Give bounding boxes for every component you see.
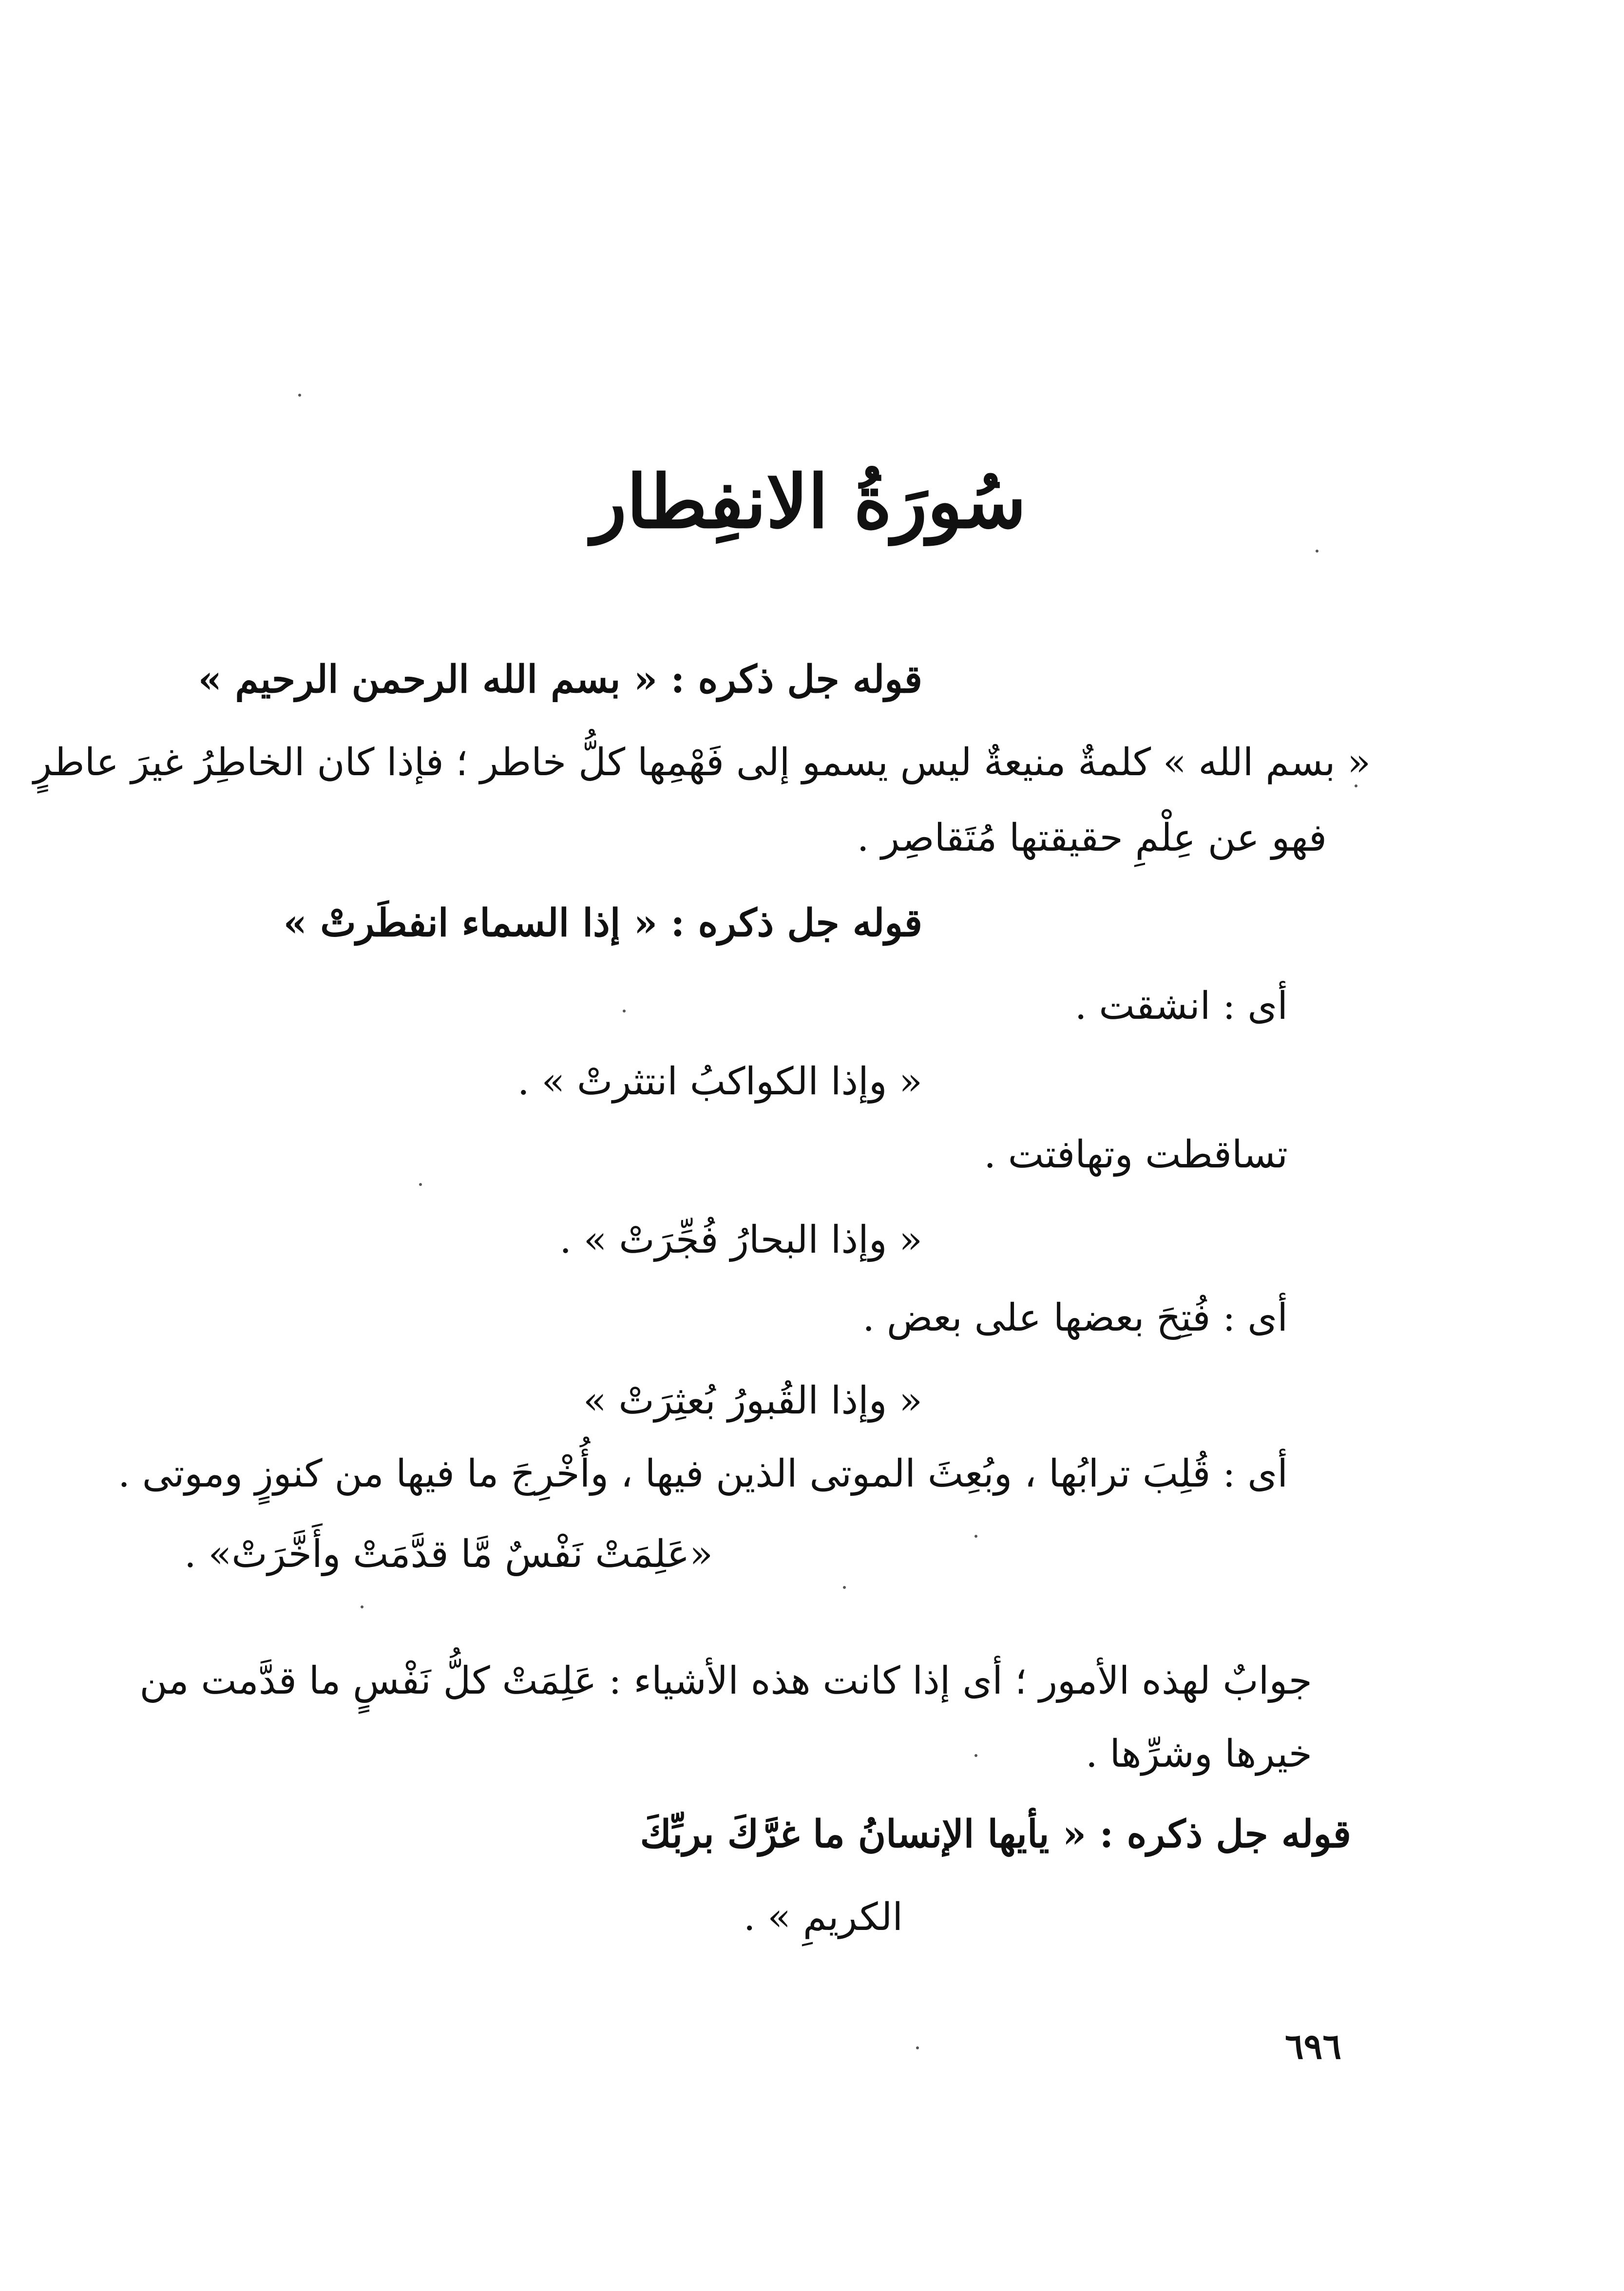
scan-speck [361, 1605, 363, 1608]
verse-line: « وإذا البحارُ فُجِّرَتْ » . [559, 1218, 922, 1262]
scan-speck [916, 2046, 919, 2049]
scan-speck [623, 1010, 626, 1012]
text-line: تساقطت وتهافتت . [984, 1133, 1288, 1177]
scan-speck [974, 1535, 977, 1538]
scan-speck [1316, 550, 1318, 553]
scan-speck [1355, 784, 1357, 787]
text-line: جوابٌ لهذه الأمور ؛ أى إذا كانت هذه الأشياء : عَلِمَتْ كلُّ نَفْسٍ ما قدَّمت من [139, 1659, 1312, 1703]
page-number: ٦٩٦ [1284, 2025, 1341, 2067]
text-line: خيرها وشرِّها . [1085, 1732, 1312, 1776]
text-line: أى : انشقت . [1074, 984, 1288, 1028]
scan-speck [298, 394, 301, 397]
scan-speck [419, 1183, 422, 1186]
text-line: أى : فُتِحَ بعضها على بعض . [862, 1296, 1288, 1340]
heading-verse: قوله جل ذكره : « يأيها الإنسانُ ما غرَّكَ بربِّكَ [640, 1812, 1351, 1856]
verse-line: الكريمِ » . [743, 1895, 903, 1939]
text-line: « بسم الله » كلمةٌ منيعةٌ ليس يسمو إلى فَهْمِها كلُّ خاطر ؛ فإذا كان الخاطِرُ غيرَ عاطرٍ [33, 741, 1371, 784]
verse-line: «عَلِمَتْ نَفْسٌ مَّا قدَّمَتْ وأَخَّرَتْ» . [184, 1532, 713, 1576]
verse-line: « وإذا الكواكبُ انتثرتْ » . [517, 1060, 922, 1104]
surah-title: سُورَةُ الانفِطار [591, 459, 1027, 545]
text-line: فهو عن عِلْمِ حقيقتها مُتَقاصِر . [857, 816, 1327, 860]
scan-speck [843, 1586, 846, 1589]
heading-basmala: قوله جل ذكره : « بسم الله الرحمن الرحيم » [198, 657, 922, 702]
verse-line: « وإذا القُبورُ بُعثِرَتْ » [583, 1379, 922, 1423]
text-line: أى : قُلِبَ ترابُها ، وبُعِثَ الموتى الذين فيها ، وأُخْرِجَ ما فيها من كنوزٍ وموتى . [118, 1452, 1288, 1496]
heading-verse: قوله جل ذكره : « إذا السماء انفطَرتْ » [283, 901, 922, 945]
scan-speck [974, 1754, 977, 1757]
